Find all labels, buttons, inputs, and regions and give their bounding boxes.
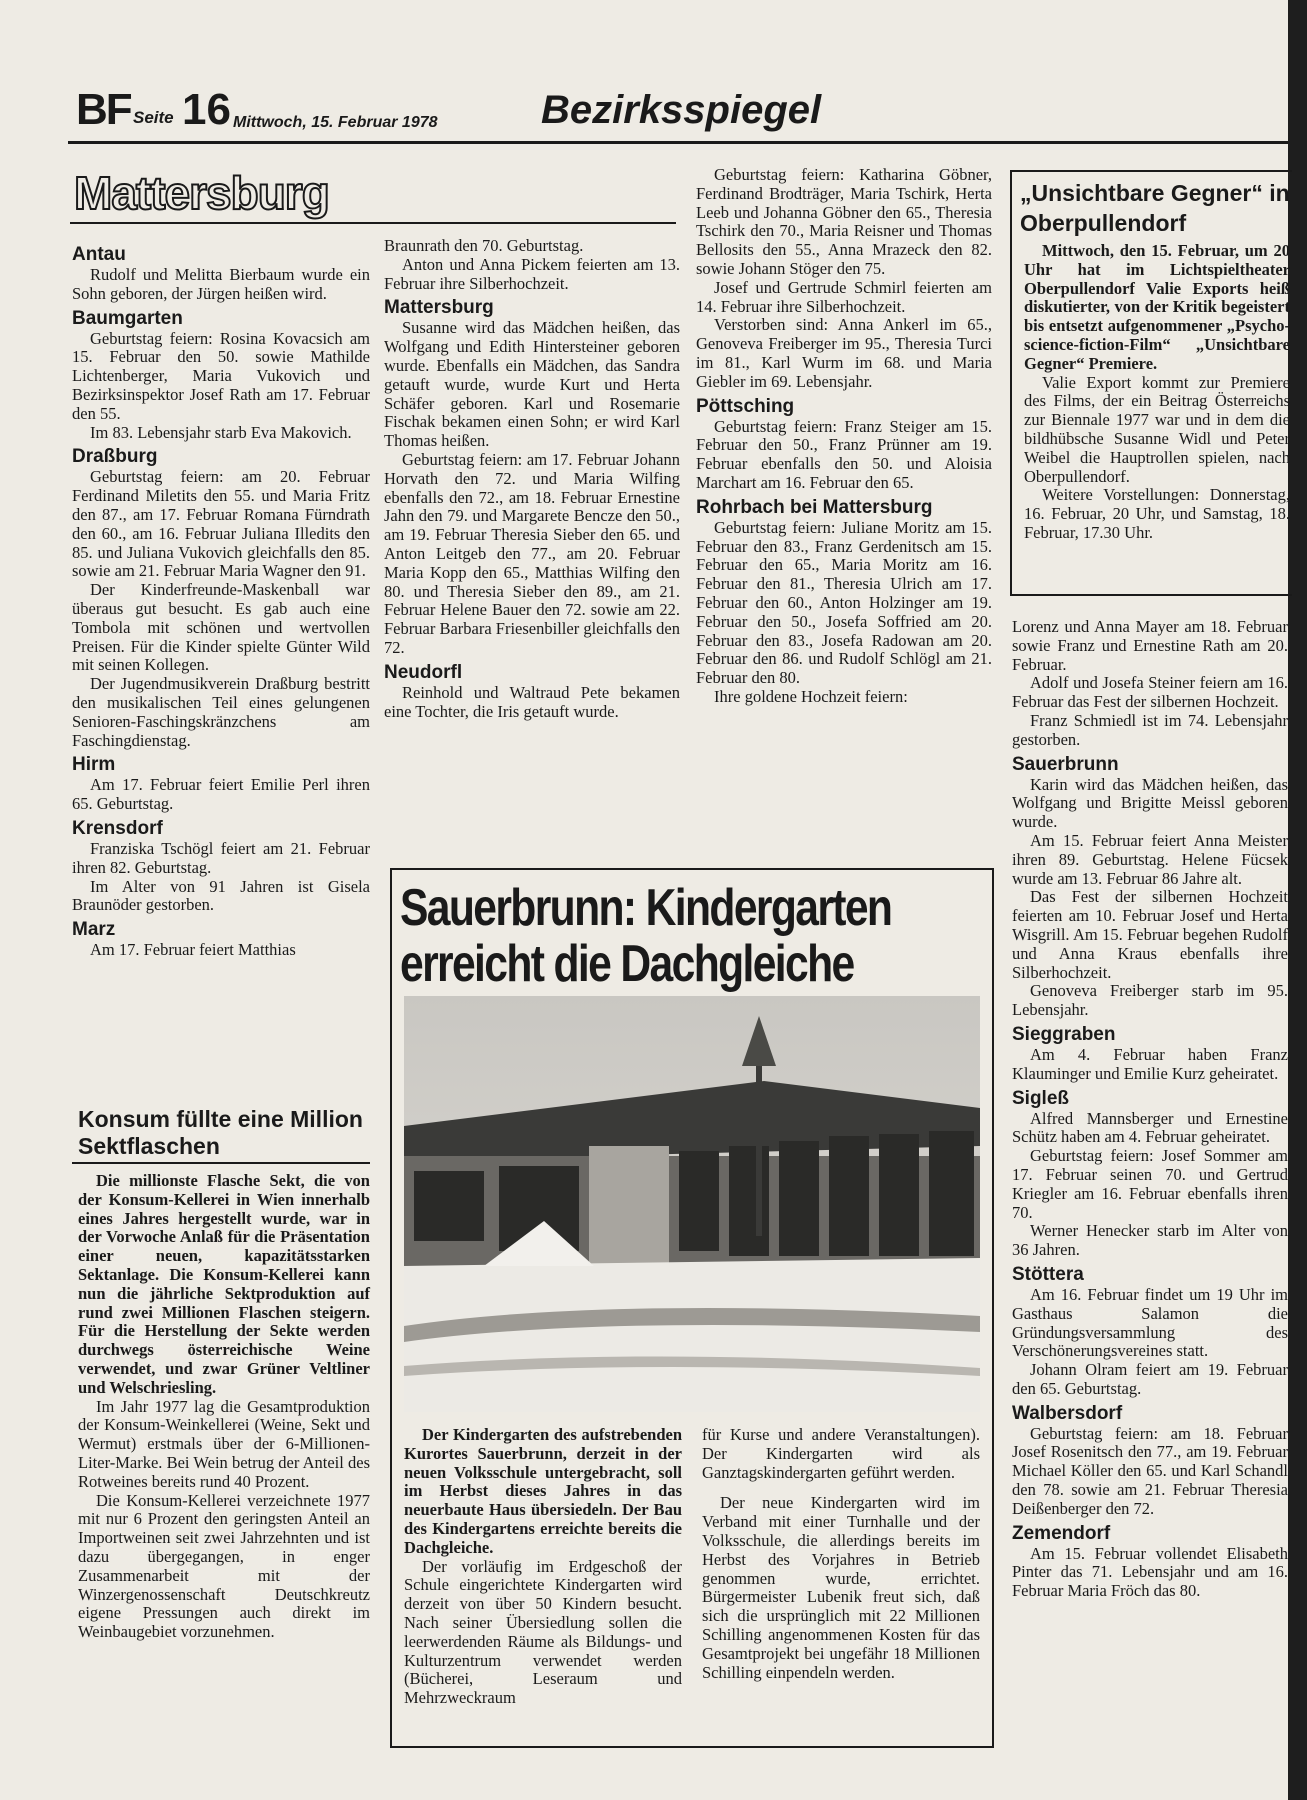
paragraph: Am 15. Februar feiert Anna Meister ihren 89. Geburtstag. Helene Fücsek wurde am 13. Februar 86 Jahre alt.	[1012, 830, 1288, 888]
paragraph: Geburtstag feiern: Juliane Moritz am 15. Februar den 83., Franz Gerdenitsch am 15. Februar den 65., Maria Moritz am 16. Februar den 81., Theresia Ulrich am 17. Februar den 60., Anton Holzinger am 19. Februar den 50., Josefa Soffried am 20. Februar den 83., Josefa Radowan am 20. Februar den 86. und Rudolf Schlögl am 21. Februar den 80.	[696, 517, 992, 688]
column-3	[696, 166, 992, 707]
paragraph: Am 17. Februar feiert Emilie Perl ihren 65. Geburtstag.	[72, 775, 370, 814]
konsum-article	[78, 1172, 370, 1642]
konsum-rule	[72, 1162, 370, 1164]
paragraph: Valie Export kommt zur Premiere des Films, der ein Beitrag Österreichs zur Biennale 1977 war und in dem die bildhübsche Susanne Widl und Peter Weibel die Hauptrollen spielen, nach Oberpullendorf.	[1024, 372, 1290, 486]
paragraph: Geburtstag feiern: am 20. Februar Ferdinand Miletits den 55. und Maria Fritz den 87., am 17. Februar Romana Fürndrath den 60., am 16. Februar Juliana Illedits den 85. und Juliana Vukovich gleichfalls den 85. sowie am 21. Februar Maria Wagner den 91.	[72, 467, 370, 581]
page-label: Seite	[133, 108, 174, 127]
film-article	[1024, 242, 1290, 543]
issue-date: Mittwoch, 15. Februar 1978	[233, 114, 438, 131]
paragraph: Verstorben sind: Anna Ankerl im 65., Genoveva Freiberger im 95., Theresia Turci im 81., Karl Wurm im 68. und Maria Giebler im 69. Lebensjahr.	[696, 315, 992, 391]
section-title: Mattersburg	[74, 167, 329, 219]
konsum-headline: Konsum füllte eine Million Sektflaschen	[78, 1106, 363, 1159]
paragraph: Geburtstag feiern: Katharina Göbner, Ferdinand Brodträger, Maria Tschirk, Herta Leeb und Johanna Göbner den 65., Theresia Tschirk den 70., Maria Reisner und Thomas Bellosits den 55., Anna Mrazeck den 82. sowie Johann Stöger den 75.	[696, 165, 992, 278]
heading-hirm: Hirm	[72, 754, 116, 776]
paragraph: Der vorläufig im Erdgeschoß der Schule eingerichtete Kindergarten wird derzeit von über 50 Kindern besucht. Nach seiner Übersiedlung sollen die leerwerdenden Räume als Bildungs- und Kulturzentrum verwendet werden (Bücherei, Leseraum und Mehrzweckraum	[404, 1556, 682, 1708]
heading-sauerbrunn: Sauerbrunn	[1012, 753, 1119, 775]
paragraph: Adolf und Josefa Steiner feiern am 16. Februar das Fest der silbernen Hochzeit.	[1012, 673, 1288, 712]
page-number: 16	[182, 85, 231, 134]
column-2	[384, 237, 680, 721]
paragraph: Geburtstag feiern: Josef Sommer am 17. Februar seinen 70. und Gertrud Kriegler am 16. Februar ebenfalls ihren 70.	[1012, 1146, 1288, 1222]
paragraph: Im Alter von 91 Jahren ist Gisela Braunöder gestorben.	[72, 876, 370, 915]
paragraph: Geburtstag feiern: Rosina Kovacsich am 15. Februar den 50. sowie Mathilde Lichtenberger, Maria Vukovich und Bezirksinspektor Josef Rath am 17. Februar den 55.	[72, 328, 370, 423]
section-name: Bezirksspiegel	[541, 88, 822, 132]
paragraph: Der neue Kindergarten wird im Verband mit einer Turnhalle und der Volksschule, die allerdings bereits im Herbst des Vorjahres in Betrieb genommen wurde, errichtet. Bürgermeister Lubenik freut sich, daß sich die ursprünglich mit 22 Millionen Schilling angenommenen Kosten für das Gesamtprojekt bei ungefähr 18 Millionen Schilling einpendeln werden.	[702, 1493, 980, 1682]
paragraph: Im Jahr 1977 lag die Gesamtproduktion der Konsum-Weinkellerei (Weine, Sekt und Wermut) erstmals über der 6-Millionen-Liter-Marke. Bei Wein betrug der Anteil des Rotweines bereits rund 40 Prozent.	[78, 1396, 370, 1491]
heading-zemendorf: Zemendorf	[1012, 1522, 1111, 1544]
paragraph: Genoveva Freiberger starb im 95. Lebensjahr.	[1012, 981, 1288, 1020]
feature-column-1	[404, 1426, 682, 1708]
paragraph: Susanne wird das Mädchen heißen, das Wolfgang und Edith Hintersteiner geboren wurde. Ebenfalls ein Mädchen, das Sandra getauft wurde, wurde Kurt und Herta Schäfer geboren. Karl und Rosemarie Fischak bekamen einen Sohn; er wird Karl Thomas heißen.	[384, 318, 680, 451]
paragraph: Franz Schmiedl ist im 74. Lebensjahr gestorben.	[1012, 710, 1288, 749]
paragraph: Das Fest der silbernen Hochzeit feierten am 10. Februar Josef und Herta Wisgrill. Am 15. Februar begehen Rudolf und Anna Kraus ebenfalls ihre Silberhochzeit.	[1012, 887, 1288, 982]
paragraph: Ihre goldene Hochzeit feiern:	[714, 686, 908, 706]
heading-krensdorf: Krensdorf	[72, 817, 163, 839]
paragraph: Weitere Vorstellungen: Donnerstag, 16. Februar, 20 Uhr, und Samstag, 18. Februar, 17.30 Uhr.	[1024, 485, 1290, 542]
heading-stottera: Stöttera	[1012, 1263, 1084, 1285]
paragraph: Am 16. Februar findet um 19 Uhr im Gasthaus Salamon die Gründungsversammlung des Verschönerungsvereines statt.	[1012, 1284, 1288, 1361]
section-rule	[70, 222, 676, 224]
paragraph: Geburtstag feiern: am 18. Februar Josef Rosenitsch den 77., am 19. Februar Michael Köller den 65. und Karl Schandl den 78. sowie am 21. Februar Theresia Deißenberger den 72.	[1012, 1423, 1288, 1518]
paragraph: Josef und Gertrude Schmirl feierten am 14. Februar ihre Silberhochzeit.	[696, 277, 992, 316]
paragraph: Braunrath den 70. Geburtstag.	[384, 236, 584, 255]
film-lead: Mittwoch, den 15. Februar, um 20 Uhr hat im Lichtspieltheater Oberpullendorf Valie Exports heiß diskutierter, von der Kritik begeistert bis entsetzt aufgenommener „Psycho-science-fiction-Film“ „Unsichtbare Gegner“ Premiere.	[1024, 241, 1290, 373]
heading-pottsching: Pöttsching	[696, 395, 795, 417]
paragraph: Im 83. Lebensjahr starb Eva Makovich.	[90, 422, 352, 442]
column-4	[1012, 618, 1288, 1601]
paragraph: Der Jugendmusikverein Draßburg bestritt den musikalischen Teil eines gelungenen Senioren-Faschingskränzchens am Faschingdienstag.	[72, 674, 370, 750]
heading-neudorfl: Neudorfl	[384, 661, 463, 683]
kindergarten-photo	[404, 996, 980, 1412]
paragraph: Alfred Mannsberger und Ernestine Schütz haben am 4. Februar geheiratet.	[1012, 1108, 1288, 1147]
heading-walbersdorf: Walbersdorf	[1012, 1402, 1123, 1424]
paragraph: Werner Henecker starb im Alter von 36 Jahren.	[1012, 1221, 1288, 1260]
heading-baumgarten: Baumgarten	[72, 307, 183, 329]
column-1	[72, 240, 370, 960]
paragraph: Franziska Tschögl feiert am 21. Februar ihren 82. Geburtstag.	[72, 838, 370, 877]
paragraph: Am 4. Februar haben Franz Klauminger und Emilie Kurz geheiratet.	[1012, 1044, 1288, 1083]
paragraph: Geburtstag feiern: Franz Steiger am 15. Februar den 50., Franz Prünner am 19. Februar ebenfalls den 50. und Aloisia Marchart am 16. Februar den 65.	[696, 416, 992, 492]
heading-sieggraben: Sieggraben	[1012, 1023, 1116, 1045]
paragraph: Karin wird das Mädchen heißen, das Wolfgang und Brigitte Meissl geboren wurde.	[1012, 774, 1288, 832]
heading-mattersburg: Mattersburg	[384, 297, 494, 319]
paragraph: Der Kinderfreunde-Maskenball war überaus gut besucht. Es gab auch eine Tombola mit schönen und wertvollen Preisen. Für die Kinder spielte Günter Wild mit seinen Kollegen.	[72, 580, 370, 675]
feature-column-2	[702, 1426, 980, 1682]
paragraph: Am 15. Februar vollendet Elisabeth Pinter das 71. Lebensjahr und am 16. Februar Maria Fröch das 80.	[1012, 1543, 1288, 1601]
paragraph: Lorenz und Anna Mayer am 18. Februar sowie Franz und Ernestine Rath am 20. Februar.	[1012, 617, 1288, 674]
paragraph: Anton und Anna Pickem feierten am 13. Februar ihre Silberhochzeit.	[384, 254, 680, 293]
paragraph: Reinhold und Waltraud Pete bekamen eine Tochter, die Iris getauft wurde.	[384, 682, 680, 721]
feature-headline: Sauerbrunn: Kindergarten erreicht die Dachgleiche	[400, 879, 892, 993]
newspaper-logo: BF	[76, 85, 131, 134]
paragraph: Rudolf und Melitta Bierbaum wurde ein Sohn geboren, der Jürgen heißen wird.	[72, 265, 370, 303]
header-rule	[68, 141, 1288, 144]
konsum-lead: Die millionste Flasche Sekt, die von der Konsum-Kellerei in Wien innerhalb eines Jahres hergestellt wurde, war in der Vorwoche Anlaß für die Präsentation einer neuen, kapazitätsstarken Sektanlage. Die Konsum-Kellerei kann nun die jährliche Sektproduktion auf rund zwei Millionen Flaschen steigern. Für die Herstellung der Sekte werden durchwegs österreichische Weine verwendet, und zwar Grüner Veltliner und Welschriesling.	[78, 1171, 370, 1397]
paragraph: für Kurse und andere Veranstaltungen). Der Kindergarten wird als Ganztagskindergarten geführt werden.	[702, 1425, 980, 1482]
feature-lead: Der Kindergarten des aufstrebenden Kurortes Sauerbrunn, derzeit in der neuen Volksschule untergebracht, soll im Herbst dieses Jahres in das neuerbaute Haus übersiedeln. Der Bau des Kindergartens erreichte bereits die Dachgleiche.	[404, 1425, 682, 1557]
paragraph: Johann Olram feiert am 19. Februar den 65. Geburtstag.	[1012, 1360, 1288, 1398]
heading-sigless: Sigleß	[1012, 1087, 1070, 1109]
paragraph: Am 17. Februar feiert Matthias	[90, 940, 296, 960]
paragraph: Die Konsum-Kellerei verzeichnete 1977 mit nur 6 Prozent den geringsten Anteil an Importweinen seit zwei Jahrzehnten und ist dazu übergegangen, in enger Zusammenarbeit mit der Winzergenossenschaft Deutschkreutz eigene Pressungen auch direkt im Weinbaugebiet vorzunehmen.	[78, 1490, 370, 1642]
film-headline: „Unsichtbare Gegner“ in Oberpullendorf	[1020, 180, 1290, 236]
heading-drassburg: Draßburg	[72, 446, 158, 468]
heading-antau: Antau	[72, 244, 126, 265]
heading-rohrbach: Rohrbach bei Mattersburg	[696, 496, 933, 518]
paragraph: Geburtstag feiern: am 17. Februar Johann Horvath den 72. und Maria Wilfing ebenfalls den 72., am 18. Februar Ernestine Jahn den 79. und Margarete Bencze den 50., am 19. Februar Theresia Sieber den 65. und Anton Leitgeb den 77., am 20. Februar Maria Kopp den 65., Matthias Wilfing den 80. und Theresia Sieber den 89., am 21. Februar Helene Bauer den 72. sowie am 22. Februar Barbara Friesenbiller gleichfalls den 72.	[384, 449, 680, 657]
heading-marz: Marz	[72, 919, 116, 941]
